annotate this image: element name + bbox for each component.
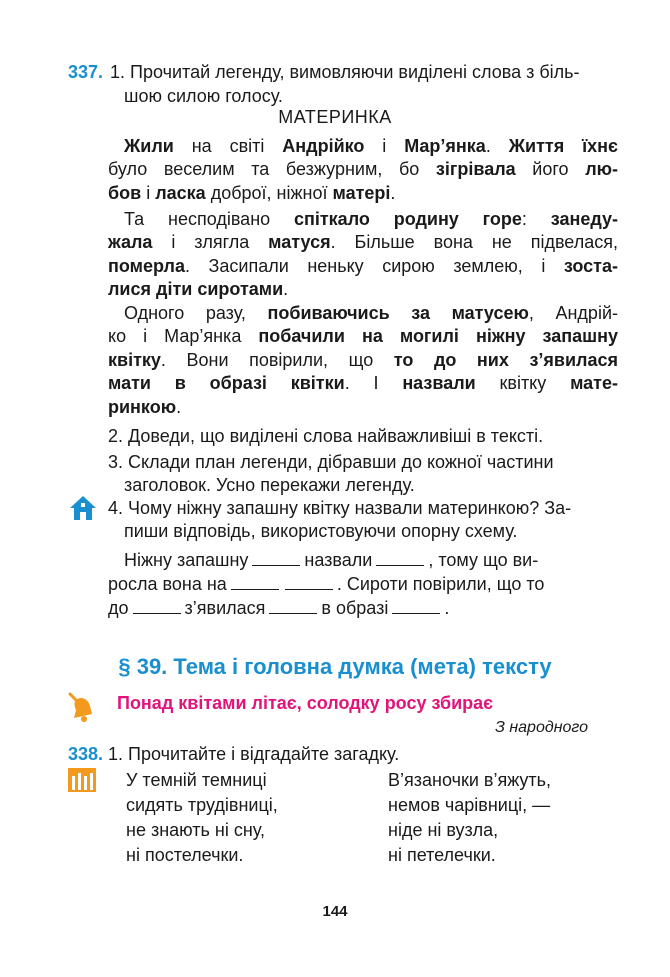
poem-line: ні постелечки. [126,845,244,865]
emphasized-word: квітку [108,350,161,370]
fill-text: Ніжну запашну [124,550,249,570]
fill-text: . [444,598,450,618]
poem-line: У темній темниці [126,770,267,790]
legend-text: . Засипали неньку сирою землею, і [184,256,564,276]
poem-line: ні петелечки. [388,845,496,865]
legend-text: . Вони повірили, що [160,350,394,370]
emphasized-word: ласка [155,183,206,203]
emphasized-word: Мар’янка [404,136,486,156]
legend-text: : [521,209,551,229]
poem-line: сидять трудівниці, [126,795,278,815]
emphasized-word: матері [332,183,391,203]
legend-p1-l1 [124,134,618,158]
answer-blank[interactable] [133,599,181,614]
fill-text: , тому що ви- [428,550,539,570]
task-3-line-2: заголовок. Усно перекажи легенду. [124,475,415,495]
legend-text: . [283,279,289,299]
emphasized-word: назвали [402,373,476,393]
fill-text: назвали [304,550,373,570]
emphasized-word: матуся [268,232,331,252]
fill-text: в образі [321,598,389,618]
emphasized-word: Життя їхнє [508,136,618,156]
answer-blank[interactable] [231,575,279,590]
emphasized-word: мате- [570,373,618,393]
legend-text: . [176,397,182,417]
legend-p2-l3 [108,254,618,278]
emphasized-word: померла [108,256,185,276]
poem-line: не знають ні сну, [126,820,265,840]
emphasized-word: то до них з’явилася [393,350,618,370]
answer-blank[interactable] [252,551,300,566]
legend-text: його [515,159,586,179]
emphasized-word: побачили на могилі ніжну запашну [258,326,618,346]
exercise-number-337: 337. [68,62,104,82]
emphasized-word: зігрівала [435,159,516,179]
answer-blank[interactable] [376,551,424,566]
fill-text: до [108,598,129,618]
legend-text: доброї, ніжної [205,183,333,203]
emphasized-word: зоста- [563,256,618,276]
legend-p3-l4 [108,371,618,395]
emphasized-word: спіткало родину горе [293,209,522,229]
answer-blank[interactable] [269,599,317,614]
legend-text: і злягла [152,232,269,252]
emphasized-word: Андрійко [282,136,365,156]
legend-p1-l2 [108,157,618,181]
bell-icon [66,690,98,724]
task-2: 2. Доведи, що виділені слова найважливіші в тексті. [108,426,544,446]
legend-text: і [364,136,405,156]
legend-p3-l1 [124,301,618,325]
task-1-text: Прочитай легенду, вимовляючи виділені слова з біль- [130,62,580,82]
poem-line: немов чарівниці, — [388,795,551,815]
legend-p1-l3 [108,181,395,205]
legend-text: було веселим та безжурним, бо [108,159,436,179]
emphasized-word: ринкою [108,397,177,417]
fill-line-1 [124,548,538,572]
legend-p2-l4 [108,277,288,301]
answer-blank[interactable] [392,599,440,614]
legend-text: квітку [475,373,571,393]
task-1-line-1 [110,60,580,84]
proverb: Понад квітами літає, солодку росу збирає [117,693,494,713]
exercise-number-338: 338. [68,744,104,764]
emphasized-word: лися діти сиротами [108,279,284,299]
legend-text: на світі [173,136,283,156]
task-4-line-1: 4. Чому ніжну запашну квітку назвали материнкою? За- [108,498,572,518]
legend-text: і [141,183,156,203]
fill-line-3 [108,596,449,620]
page-number: 144 [322,903,348,920]
task-4-line-2: пиши відповідь, використовуючи опорну схему. [124,521,518,541]
fill-text: з’явилася [184,598,266,618]
fill-text: росла вона на [108,574,227,594]
emphasized-word: бов [108,183,142,203]
task-338-1: 1. Прочитайте і відгадайте загадку. [108,744,400,764]
emphasized-word: побиваючись за матусею [267,303,529,323]
reading-icon [68,768,96,792]
legend-text: . І [344,373,403,393]
legend-text: ко і Мар’янка [108,326,259,346]
legend-p2-l2 [108,230,618,254]
legend-text: Та несподівано [124,209,294,229]
section-heading: § 39. Тема і головна думка (мета) тексту [118,654,552,679]
house-icon [68,494,98,522]
task-1-prefix: 1. [110,62,126,82]
legend-text: . [390,183,396,203]
poem-line: В’язаночки в’яжуть, [388,770,552,790]
legend-p3-l5 [108,395,181,419]
emphasized-word: жала [108,232,153,252]
fill-text: . Сироти повірили, що то [336,574,545,594]
emphasized-word: мати в образі квітки [108,373,345,393]
poem-line: ніде ні вузла, [388,820,499,840]
legend-title: МАТЕРИНКА [278,107,392,127]
proverb-source: З народного [495,719,588,736]
emphasized-word: Жили [124,136,174,156]
answer-blank[interactable] [285,575,333,590]
legend-text: Одного разу, [124,303,268,323]
legend-text: , Андрій- [528,303,618,323]
legend-text: . [485,136,509,156]
fill-line-2 [108,572,544,596]
riddle-right-column [388,768,551,868]
riddle-left-column [126,768,278,868]
legend-text: . Більше вона не підвелася, [330,232,618,252]
legend-p3-l3 [108,348,618,372]
task-1-line-2: шою силою голосу. [124,86,283,106]
task-3-line-1: 3. Склади план легенди, дібравши до кожної частини [108,452,554,472]
emphasized-word: занеду- [550,209,618,229]
legend-p2-l1 [124,207,618,231]
emphasized-word: лю- [585,159,618,179]
legend-p3-l2 [108,324,618,348]
